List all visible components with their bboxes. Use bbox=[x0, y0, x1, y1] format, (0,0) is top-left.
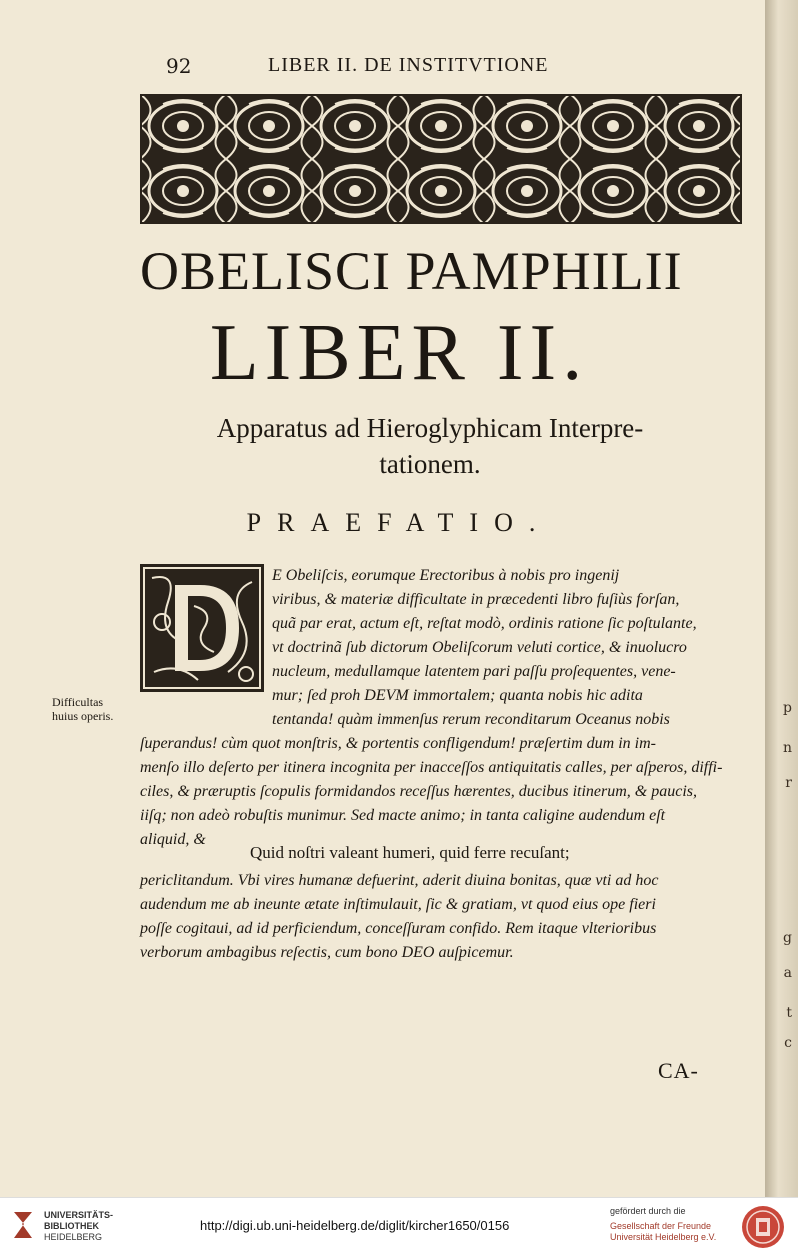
verse-quotation: Quid noſtri valeant humeri, quid ferre recuſant; bbox=[250, 843, 570, 862]
margin-note-line: huius operis. bbox=[52, 709, 114, 723]
body-text-indented bbox=[272, 564, 752, 732]
library-name-line: BIBLIOTHEK bbox=[44, 1221, 99, 1231]
permalink-url[interactable]: http://digi.ub.uni-heidelberg.de/diglit/kircher1650/0156 bbox=[200, 1218, 510, 1233]
book-title: OBELISCI PAMPHILII bbox=[140, 241, 683, 301]
text-line: mur; ſed proh DEVM immortalem; quanta nobis hic adita bbox=[272, 687, 643, 704]
chapter-subtitle bbox=[150, 410, 710, 482]
text-line: aliquid, & bbox=[140, 831, 206, 848]
subtitle-line: Apparatus ad Hieroglyphicam Interpre- bbox=[216, 413, 644, 443]
text-line: nucleum, medullamque latentem pari paſſu proſequentes, vene- bbox=[272, 663, 676, 680]
library-logo-icon[interactable] bbox=[10, 1208, 36, 1242]
text-line: tentanda! quàm immenſus rerum reconditarum Oceanus nobis bbox=[272, 711, 670, 728]
library-name[interactable] bbox=[44, 1210, 113, 1243]
margin-note-line: Difficultas bbox=[52, 695, 104, 709]
text-line: periclitandum. Vbi vires humanæ defuerint, aderit diuina bonitas, quæ vti ad hoc bbox=[140, 872, 659, 889]
catchword: CA- bbox=[658, 1058, 699, 1083]
section-heading: PRAEFATIO. bbox=[246, 508, 552, 537]
text-line: ſuperandus! cùm quot monſtris, & portentis confligendum! præſertim dum in im- bbox=[140, 735, 656, 752]
book-part-title: LIBER II. bbox=[209, 309, 589, 397]
viewer-footer bbox=[0, 1197, 798, 1256]
facing-page-edge: p n r g a t c bbox=[765, 0, 798, 1197]
body-text-end bbox=[140, 869, 750, 965]
sponsor-line: gefördert durch die bbox=[610, 1206, 686, 1216]
subtitle-line: tationem. bbox=[379, 449, 481, 479]
running-title: LIBER II. DE INSTITVTIONE bbox=[268, 54, 549, 76]
sponsor-line: Gesellschaft der Freunde bbox=[610, 1221, 712, 1231]
text-line: ciles, & præruptis ſcopulis formidandos receſſus hærentes, ducibus itinerum, & paucis, bbox=[140, 783, 698, 800]
university-seal-icon[interactable] bbox=[740, 1204, 786, 1250]
page-number: 92 bbox=[166, 54, 192, 78]
text-line: verborum ambagibus reſectis, cum bono DEO auſpicemur. bbox=[140, 944, 514, 961]
text-line: quã par erat, actum eſt, reſtat modò, ordinis ratione ſic poſtulante, bbox=[272, 615, 697, 632]
decorated-initial-d bbox=[138, 562, 266, 694]
margin-note bbox=[52, 695, 113, 723]
text-line: audendum me ab ineunte ætate inſtimulauit, ſic & gratiam, vt quod eius ope fieri bbox=[140, 896, 656, 913]
body-text bbox=[140, 732, 750, 852]
text-line: viribus, & materiæ difficultate in præcedenti libro fuſiùs forſan, bbox=[272, 591, 680, 608]
text-line: menſo illo deſerto per itinera incognita per inacceſſos antiquitatis calles, per aſperos, diffi- bbox=[140, 759, 723, 776]
decorative-headpiece bbox=[140, 94, 742, 224]
library-name-line: UNIVERSITÄTS- bbox=[44, 1210, 114, 1220]
sponsor-credit[interactable] bbox=[610, 1206, 716, 1243]
text-line: poſſe cogitaui, ad id perficiendum, conceſſuram confido. Rem itaque vlterioribus bbox=[140, 920, 657, 937]
text-line: iiſq; non adeò robuſtis munimur. Sed macte animo; in tanta caligine audendum eſt bbox=[140, 807, 666, 824]
text-line: E Obeliſcis, eorumque Erectoribus à nobis pro ingenij bbox=[272, 567, 620, 584]
sponsor-line: Universität Heidelberg e.V. bbox=[610, 1232, 717, 1242]
running-header bbox=[160, 52, 680, 82]
text-line: vt doctrinã ſub dictorum Obeliſcorum veluti cortice, & inuolucro bbox=[272, 639, 687, 656]
library-name-line: HEIDELBERG bbox=[44, 1232, 103, 1242]
